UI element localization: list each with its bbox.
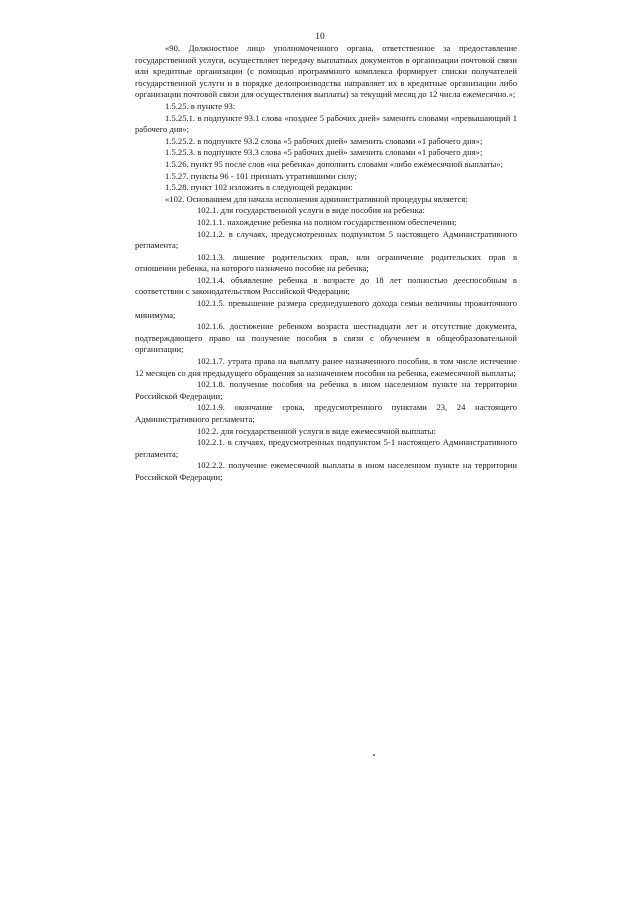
paragraph-102-2-2: 102.2.2. получение ежемесячной выплаты в ином населенном пункте на территории Российской Федерации;	[135, 460, 517, 482]
paragraph-90: «90. Должностное лицо уполномоченного органа, ответственное за предоставление государственной услуги, осуществляет передачу выплатных документов в организации почтовой связи или кредитные организации (с помощью программного комплекса формирует списки получателей государственной услуги и в порядке делопроизводства направляет их в кредитные организации либо организации почтовой связи для осуществления выплаты) за текущий месяц до 12 числа ежемесячно.»;	[135, 43, 517, 100]
paragraph-102-1-5: 102.1.5. превышение размера среднедушевого дохода семьи величины прожиточного минимума;	[135, 298, 517, 320]
paragraph-102-1-6: 102.1.6. достижение ребенком возраста шестнадцати лет и отсутствие документа, подтверждающего право на получение пособия в связи с обучением в общеобразовательной организации;	[135, 321, 517, 355]
scan-speck	[373, 754, 375, 756]
paragraph-102-1-7: 102.1.7. утрата права на выплату ранее назначенного пособия, в том числе истечение 12 месяцев со дня предыдущего обращения за назначением пособия на ребенка, ежемесячной выплаты;	[135, 356, 517, 378]
paragraph-1-5-25-3: 1.5.25.3. в подпункте 93.3 слова «5 рабочих дней» заменить словами «1 рабочего дня»;	[165, 147, 483, 158]
paragraph-102: «102. Основанием для начала исполнения административной процедуры является:	[165, 193, 468, 204]
document-body	[135, 43, 517, 484]
paragraph-1-5-28: 1.5.28. пункт 102 изложить в следующей редакции:	[165, 182, 353, 193]
paragraph-1-5-26: 1.5.26. пункт 95 после слов «на ребенка» дополнить словами «либо ежемесячной выплаты»;	[165, 158, 503, 169]
paragraph-1-5-27: 1.5.27. пункты 96 - 101 признать утратившими силу;	[165, 170, 357, 181]
page-number: 10	[315, 32, 325, 42]
paragraph-102-1-2: 102.1.2. в случаях, предусмотренных подпунктом 5 настоящего Административного регламента;	[135, 228, 517, 251]
paragraph-102-1-4: 102.1.4. объявление ребенка в возрасте до 18 лет полностью дееспособным в соответствии с законодательством Российской Федерации;	[135, 274, 517, 297]
paragraph-102-1-8: 102.1.8. получение пособия на ребенка в ином населенном пункте на территории Российской Федерации;	[135, 379, 517, 401]
paragraph-102-2: 102.2. для государственной услуги в виде ежемесячной выплаты:	[197, 425, 436, 436]
paragraph-102-1-3: 102.1.3. лишение родительских прав, или ограничение родительских прав в отношении ребенка, на которого назначено пособие на ребенка;	[135, 251, 517, 274]
paragraph-102-2-1: 102.2.1. в случаях, предусмотренных подпунктом 5-1 настоящего Административного регламента;	[135, 437, 517, 459]
paragraph-102-1-9: 102.1.9. окончание срока, предусмотренного пунктами 23, 24 настоящего Административного регламента;	[135, 402, 517, 424]
paragraph-1-5-25: 1.5.25. в пункте 93:	[165, 100, 236, 111]
paragraph-102-1-1: 102.1.1. нахождение ребенка на полном государственном обеспечении;	[197, 216, 457, 227]
paragraph-1-5-25-1: 1.5.25.1. в подпункте 93.1 слова «позднее 5 рабочих дней» заменить словами «превышающий 1 рабочего дня»;	[135, 112, 517, 135]
paragraph-1-5-25-2: 1.5.25.2. в подпункте 93.2 слова «5 рабочих дней» заменить словами «1 рабочего дня»;	[165, 135, 483, 146]
paragraph-102-1: 102.1. для государственной услуги в виде пособия на ребенка:	[197, 205, 425, 216]
